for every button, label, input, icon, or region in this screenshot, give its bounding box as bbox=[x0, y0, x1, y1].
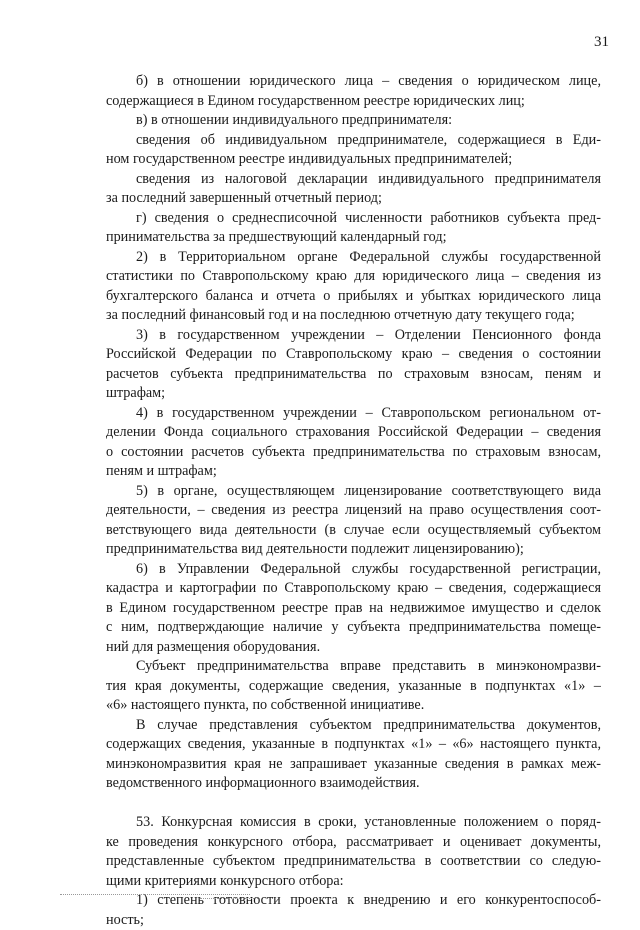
text-line: пеням и штрафам; bbox=[106, 462, 601, 482]
text-line: содержащиеся в Едином государственном реестре юридических лиц; bbox=[106, 92, 601, 112]
text-line: за последний финансовый год и на последнюю отчетную дату текущего года; bbox=[106, 306, 601, 326]
text-line: бухгалтерского баланса и отчета о прибылях и убытках юридического лица bbox=[106, 287, 601, 307]
text-line: деятельности, – сведения из реестра лицензий на право осуществления соот- bbox=[106, 501, 601, 521]
text-line: ведомственного информационного взаимодействия. bbox=[106, 774, 601, 794]
text-line: г) сведения о среднесписочной численности работников субъекта пред- bbox=[106, 209, 601, 229]
paragraph-gap bbox=[106, 794, 601, 814]
text-line: ветствующего вида деятельности (в случае если осуществляемый субъектом bbox=[106, 521, 601, 541]
text-line: 2) в Территориальном органе Федеральной службы государственной bbox=[106, 248, 601, 268]
text-line: 5) в органе, осуществляющем лицензирование соответствующего вида bbox=[106, 482, 601, 502]
text-line: Субъект предпринимательства вправе представить в минэкономразви- bbox=[106, 657, 601, 677]
text-line: в Едином государственном реестре прав на недвижимое имущество и сделок bbox=[106, 599, 601, 619]
text-line: расчетов субъекта предпринимательства по страховым взносам, пеням и bbox=[106, 365, 601, 385]
text-line: штрафам; bbox=[106, 384, 601, 404]
text-line: ном государственном реестре индивидуальных предпринимателей; bbox=[106, 150, 601, 170]
text-line: ке проведения конкурсного отбора, рассматривает и оценивает документы, bbox=[106, 833, 601, 853]
text-line: сведения из налоговой декларации индивидуального предпринимателя bbox=[106, 170, 601, 190]
text-line: делении Фонда социального страхования Российской Федерации – сведения bbox=[106, 423, 601, 443]
scan-artifact-line bbox=[200, 898, 260, 900]
text-line: щими критериями конкурсного отбора: bbox=[106, 872, 601, 892]
text-line: В случае представления субъектом предпринимательства документов, bbox=[106, 716, 601, 736]
text-line: содержащих сведения, указанные в подпунктах «1» – «6» настоящего пункта, bbox=[106, 735, 601, 755]
text-line: статистики по Ставропольскому краю для юридического лица – сведения из bbox=[106, 267, 601, 287]
document-body bbox=[106, 72, 601, 930]
text-line: 53. Конкурсная комиссия в сроки, установленные положением о поряд- bbox=[106, 813, 601, 833]
scan-artifact-line bbox=[60, 894, 250, 896]
text-line: о состоянии расчетов субъекта предпринимательства по страховым взносам, bbox=[106, 443, 601, 463]
text-line: Российской Федерации по Ставропольскому краю – сведения о состоянии bbox=[106, 345, 601, 365]
text-line: в) в отношении индивидуального предпринимателя: bbox=[106, 111, 601, 131]
text-line: ность; bbox=[106, 911, 601, 930]
page-number: 31 bbox=[0, 34, 609, 51]
text-line: тия края документы, содержащие сведения, указанные в подпунктах «1» – bbox=[106, 677, 601, 697]
text-line: кадастра и картографии по Ставропольскому краю – сведения, содержащиеся bbox=[106, 579, 601, 599]
text-line: 3) в государственном учреждении – Отделении Пенсионного фонда bbox=[106, 326, 601, 346]
text-line: за последний завершенный отчетный период; bbox=[106, 189, 601, 209]
text-line: 4) в государственном учреждении – Ставропольском региональном от- bbox=[106, 404, 601, 424]
text-line: ний для размещения оборудования. bbox=[106, 638, 601, 658]
text-line: предпринимательства вид деятельности подлежит лицензированию); bbox=[106, 540, 601, 560]
text-line: представленные субъектом предпринимательства в соответствии со следую- bbox=[106, 852, 601, 872]
text-line: сведения об индивидуальном предпринимателе, содержащиеся в Еди- bbox=[106, 131, 601, 151]
text-line: «6» настоящего пункта, по собственной инициативе. bbox=[106, 696, 601, 716]
text-line: минэкономразвития края не запрашивает указанные сведения в рамках меж- bbox=[106, 755, 601, 775]
text-line: принимательства за предшествующий календарный год; bbox=[106, 228, 601, 248]
text-line: 6) в Управлении Федеральной службы государственной регистрации, bbox=[106, 560, 601, 580]
text-line: 1) степень готовности проекта к внедрению и его конкурентоспособ- bbox=[106, 891, 601, 911]
text-line: с ним, подтверждающие наличие у субъекта предпринимательства помеще- bbox=[106, 618, 601, 638]
text-line: б) в отношении юридического лица – сведения о юридическом лице, bbox=[106, 72, 601, 92]
